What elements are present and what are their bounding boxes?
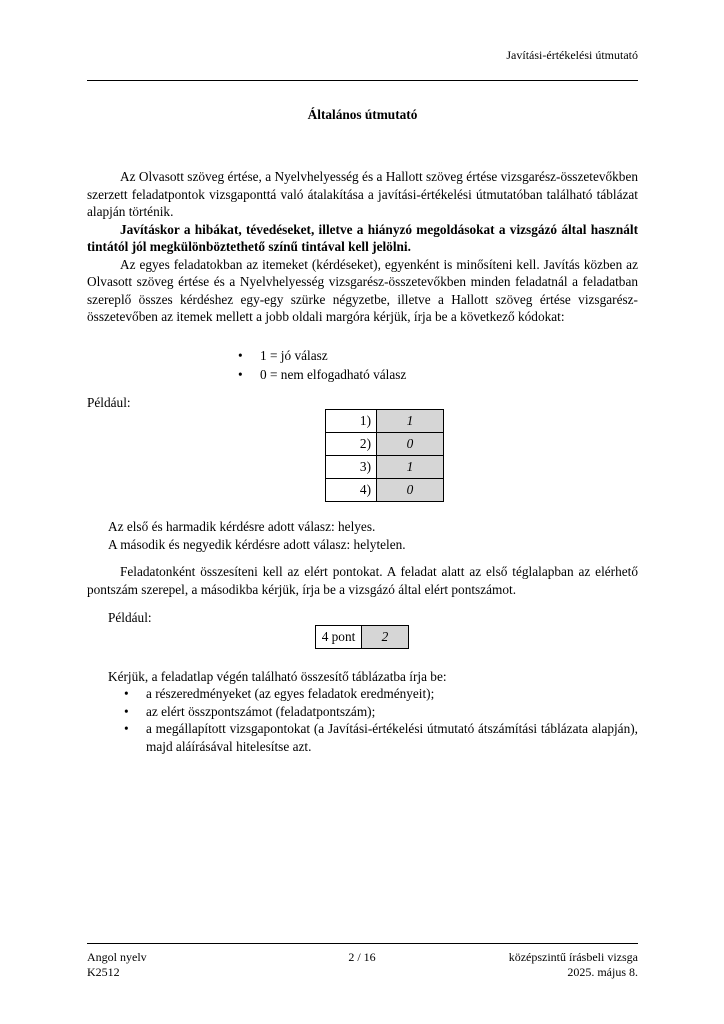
example-label: Például: xyxy=(87,395,131,410)
code-list xyxy=(238,347,406,385)
bullet-icon: • xyxy=(124,721,129,736)
table-row xyxy=(316,626,409,649)
footer-exam-level: középszintű írásbeli vizsga xyxy=(508,950,638,964)
explanation-correct: Az első és harmadik kérdésre adott válasz: helyes. xyxy=(108,519,376,534)
achieved-points-cell: 2 xyxy=(362,626,409,649)
list-item: • a részeredményeket (az egyes feladatok eredményeit); xyxy=(124,686,435,701)
summary-intro: Kérjük, a feladatlap végén található összesítő táblázatba írja be: xyxy=(108,669,447,684)
max-points-cell: 4 pont xyxy=(316,626,362,649)
bullet-icon: • xyxy=(238,348,243,363)
paragraph-totals: Feladatonként összesíteni kell az elért pontokat. A feladat alatt az első téglalapban az elérhető pontszám szerepel, a másodikba kérjük, írja be a vizsgázó által elért pontszámot. xyxy=(87,564,638,597)
codes-table xyxy=(325,409,444,502)
paragraph-item-codes: Az egyes feladatokban az itemeket (kérdéseket), egyenként is minősíteni kell. Javítás közben az Olvasott szöveg értése és a Nyelvhelyesség vizsgarész-összetevőkben minden feladatnál a feladatban szereplő összes kérdéshez egy-egy szürke négyzetbe, illetve a Hallott szöveg értése vizsgarész-összetevőben az itemek mellett a jobb oldali margóra kérjük, írja be a következő kódokat: xyxy=(87,256,638,324)
table-row: 4) 0 xyxy=(326,479,444,502)
bullet-icon: • xyxy=(124,703,129,719)
footer-page-number: 2 / 16 xyxy=(348,950,376,964)
header-title: Javítási-értékelési útmutató xyxy=(506,48,638,62)
summary-list xyxy=(124,685,638,755)
footer-rule xyxy=(87,943,638,944)
paragraph-conversion: Az Olvasott szöveg értése, a Nyelvhelyesség és a Hallott szöveg értése vizsgarész-összetevőkben szerzett feladatpontok vizsgaponttá való átalakítása a javítási-értékelési útmutatóban található táblázat alapján történik. xyxy=(87,169,638,219)
list-item: • az elért összpontszámot (feladatpontszám); xyxy=(124,703,376,719)
paragraph-marking-ink: Javításkor a hibákat, tévedéseket, illetve a hiányzó megoldásokat a vizsgázó által használt tintától jól megkülönböztethető színű tintával kell jelölni. xyxy=(87,221,638,254)
table-row: 3) 1 xyxy=(326,456,444,479)
list-item: • 1 = jó válasz xyxy=(238,348,328,363)
footer-subject: Angol nyelv xyxy=(87,950,147,964)
points-box xyxy=(315,625,409,649)
list-item: • a megállapított vizsgapontokat (a Javítási-értékelési útmutató átszámítási táblázata alapján), majd aláírásával hitelesítse azt. xyxy=(124,721,638,754)
table-row: 2) 0 xyxy=(326,433,444,456)
bullet-icon: • xyxy=(238,367,243,382)
footer-date: 2025. május 8. xyxy=(567,965,638,979)
example-label: Például: xyxy=(108,610,152,625)
footer-right xyxy=(509,950,638,980)
page-title: Általános útmutató xyxy=(307,107,418,122)
footer-code: K2512 xyxy=(87,965,120,979)
bullet-icon: • xyxy=(124,686,129,701)
header-rule xyxy=(87,80,638,81)
table-row: 1) 1 xyxy=(326,410,444,433)
list-item: • 0 = nem elfogadható válasz xyxy=(238,367,407,382)
intro-section xyxy=(87,168,638,326)
explanation-incorrect: A második és negyedik kérdésre adott válasz: helytelen. xyxy=(108,537,406,552)
